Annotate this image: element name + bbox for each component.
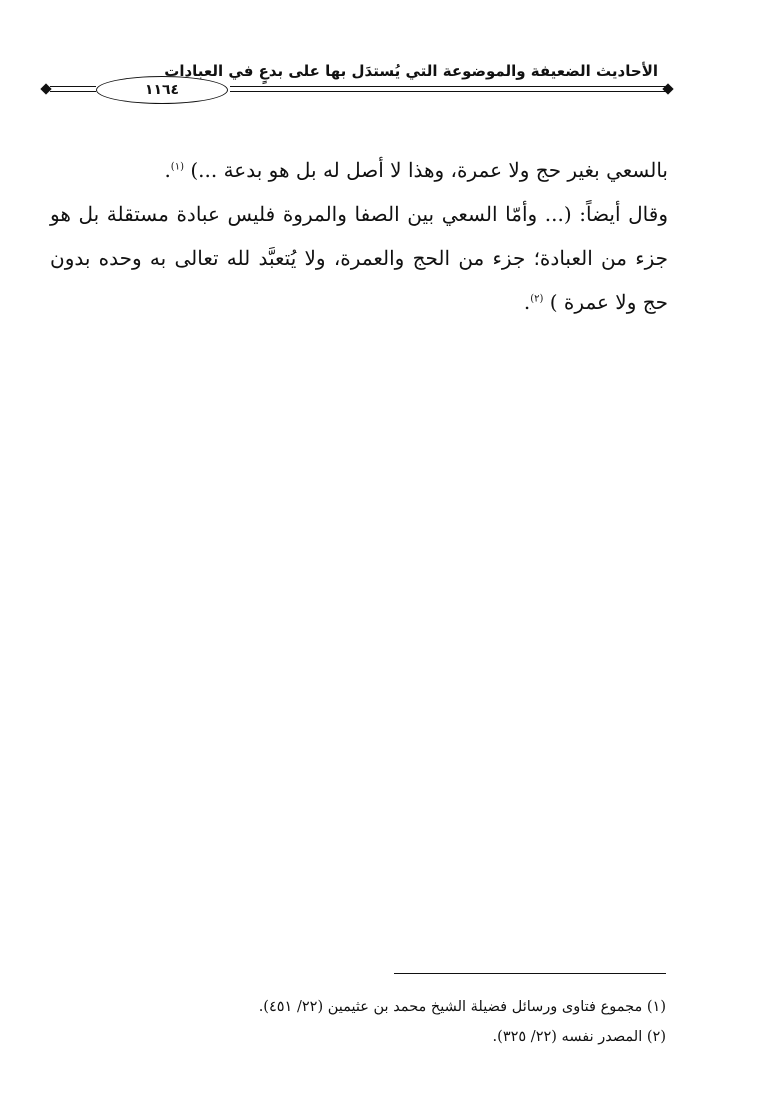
header-rule-left-bottom: [50, 91, 96, 92]
running-header: [38, 56, 678, 106]
header-rule-right-top: [230, 86, 666, 87]
footnote-2: (٢) المصدر نفسه (٢٢/ ٣٢٥).: [492, 1029, 666, 1045]
footnote-ref-1: (١): [170, 161, 184, 173]
footnote-separator: [394, 973, 666, 974]
main-text: [50, 148, 668, 324]
running-title: الأحاديث الضعيفة والموضوعة التي يُستدَل بها على بدعٍ في العبادات: [164, 62, 658, 80]
paragraph-1-text: بالسعي بغير حج ولا عمرة، وهذا لا أصل له بل هو بدعة ...): [190, 158, 668, 182]
page-number: ١١٦٤: [96, 76, 228, 104]
header-rule-right-bottom: [230, 91, 666, 92]
footnote-1: (١) مجموع فتاوى ورسائل فضيلة الشيخ محمد بن عثيمين (٢٢/ ٤٥١).: [258, 999, 666, 1015]
footnotes: [200, 992, 666, 1052]
paragraph-1: [50, 148, 668, 192]
paragraph-1-end: .: [164, 158, 171, 182]
footnote-ref-2: (٢): [530, 293, 544, 305]
paragraph-2-text: وقال أيضاً: (... وأمّا السعي بين الصفا والمروة فليس عبادة مستقلة بل هو جزء من العبادة؛ جزء من الحج والعمرة، ولا يُتعبَّد لله تعالى به وحده بدون حج ولا عمرة ): [50, 202, 668, 314]
paragraph-2: [50, 192, 668, 324]
paragraph-2-end: .: [523, 290, 531, 314]
header-rule-left-top: [50, 86, 96, 87]
